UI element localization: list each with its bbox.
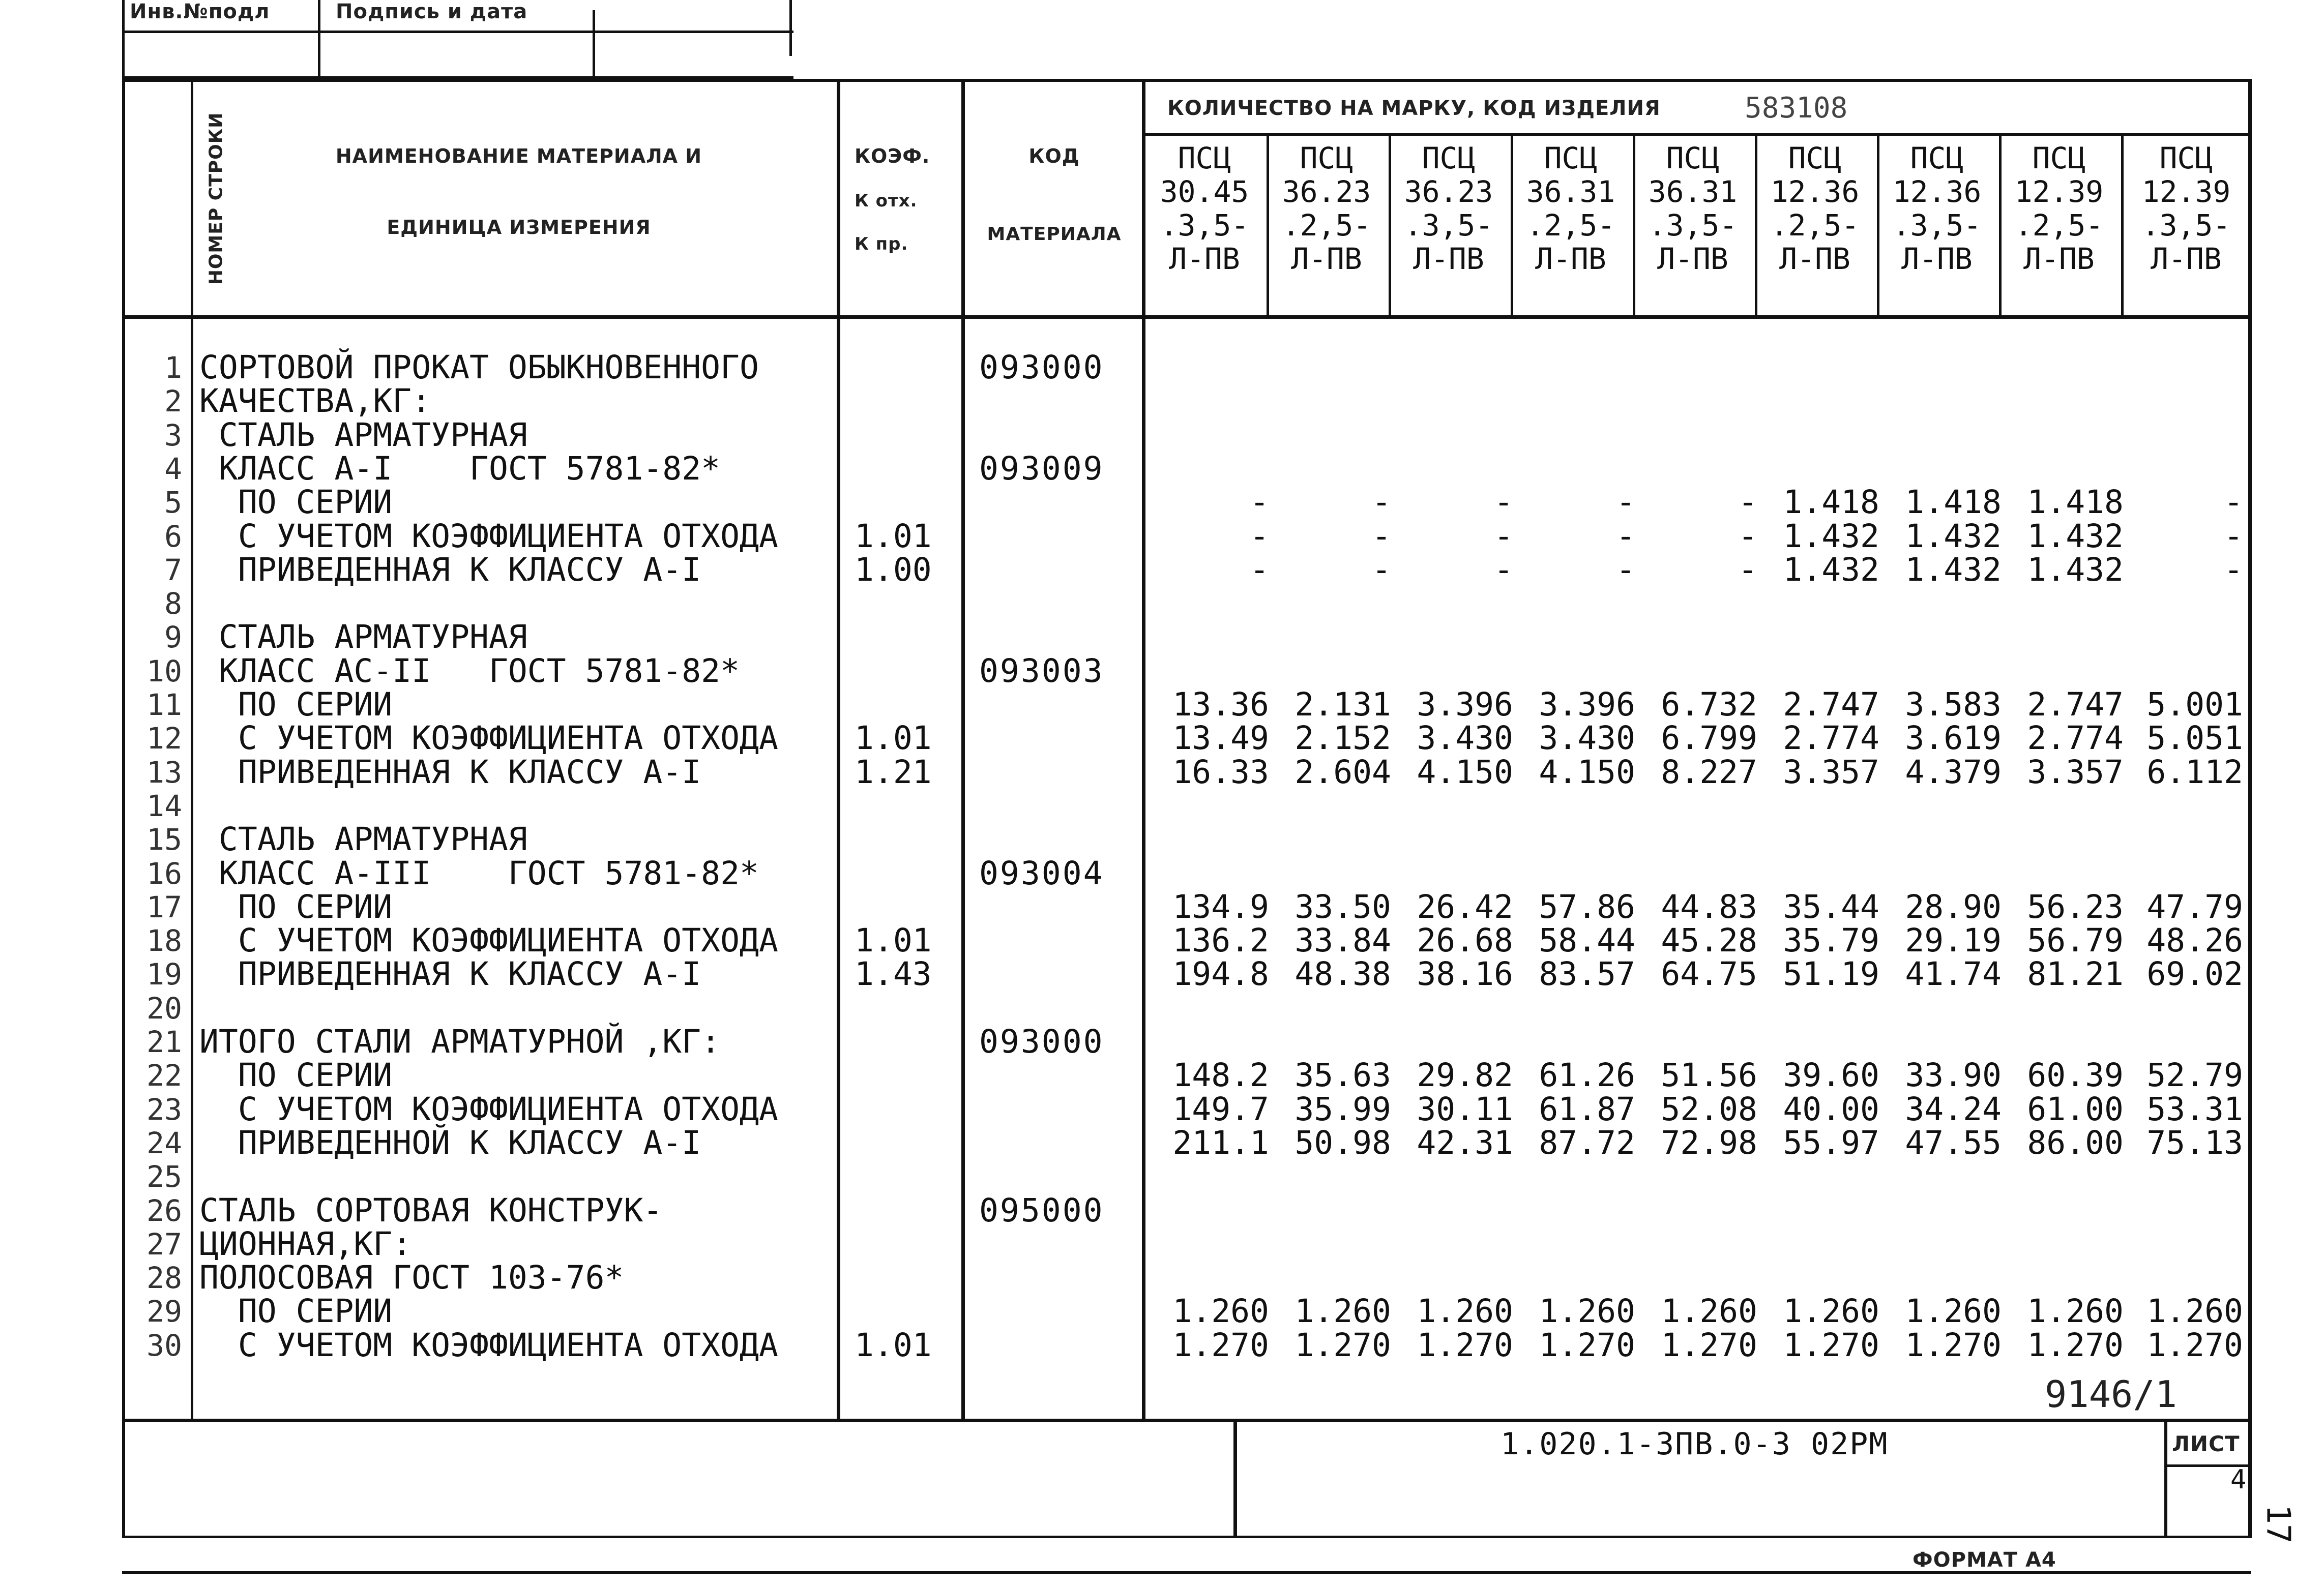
- row-description: ПО СЕРИИ: [199, 888, 393, 925]
- row-number: 9: [164, 620, 182, 654]
- column-header-line: Л-ПВ: [1901, 242, 1973, 276]
- row-description: ПРИВЕДЕННАЯ К КЛАССУ А-I: [199, 551, 701, 588]
- column-header-line: Л-ПВ: [1291, 242, 1362, 276]
- quantity-cell: 42.31: [1417, 1124, 1513, 1161]
- quantity-cell: 6.799: [1661, 720, 1757, 757]
- row-description: КЛАСС АС-II ГОСТ 5781-82*: [199, 652, 740, 690]
- sheet-number: 4: [2230, 1464, 2247, 1495]
- sheet-label: ЛИСТ: [2172, 1431, 2240, 1456]
- quantity-cell: 2.604: [1295, 754, 1391, 791]
- row-number: 8: [164, 586, 182, 621]
- row-coefficient: 1.21: [855, 754, 932, 791]
- row-coefficient: 1.01: [855, 1327, 932, 1364]
- row-description: ИТОГО СТАЛИ АРМАТУРНОЙ ,КГ:: [199, 1023, 721, 1060]
- quantity-cell: -: [1494, 551, 1513, 588]
- row-number: 20: [146, 991, 182, 1026]
- column-header-line: .2,5-: [1770, 208, 1860, 243]
- quantity-cell: 50.98: [1295, 1124, 1391, 1161]
- column-header-line: 36.31: [1648, 174, 1738, 209]
- row-description: С УЧЕТОМ КОЭФФИЦИЕНТА ОТХОДА: [199, 1327, 778, 1364]
- quantity-cell: 40.00: [1783, 1091, 1879, 1128]
- row-description: ПОЛОСОВАЯ ГОСТ 103-76*: [199, 1259, 624, 1296]
- qty-header-code: 583108: [1745, 92, 1848, 125]
- quantity-cell: 1.418: [1905, 484, 2002, 521]
- quantity-cell: -: [1494, 518, 1513, 555]
- column-header-line: .3,5-: [1404, 208, 1493, 243]
- row-material-code: 093009: [979, 450, 1104, 487]
- quantity-cell: 86.00: [2027, 1124, 2124, 1161]
- quantity-cell: 1.260: [1783, 1293, 1879, 1330]
- row-number: 26: [146, 1193, 182, 1228]
- row-description: ЦИОННАЯ,КГ:: [199, 1225, 412, 1263]
- quantity-cell: 148.2: [1172, 1057, 1269, 1094]
- quantity-cell: 1.270: [1295, 1327, 1391, 1364]
- row-number: 13: [146, 755, 182, 790]
- code-header-line2: МАТЕРИАЛА: [987, 224, 1122, 245]
- row-description: СТАЛЬ АРМАТУРНАЯ: [199, 416, 527, 454]
- quantity-cell: 3.396: [1417, 686, 1513, 723]
- column-header-line: ПСЦ: [1300, 141, 1354, 175]
- quantity-cell: 61.87: [1539, 1091, 1635, 1128]
- quantity-cell: 55.97: [1783, 1124, 1879, 1161]
- quantity-cell: 2.152: [1295, 720, 1391, 757]
- row-number: 27: [146, 1227, 182, 1262]
- quantity-cell: 13.36: [1172, 686, 1269, 723]
- row-coefficient: 1.01: [855, 922, 932, 959]
- row-description: КАЧЕСТВА,КГ:: [199, 382, 431, 420]
- row-number: 7: [164, 553, 182, 587]
- row-material-code: 093000: [979, 1023, 1104, 1060]
- quantity-cell: 83.57: [1539, 955, 1635, 993]
- quantity-cell: -: [1372, 551, 1391, 588]
- column-header-line: ПСЦ: [1178, 141, 1231, 175]
- row-coefficient: 1.43: [855, 955, 932, 993]
- quantity-cell: 2.747: [2027, 686, 2124, 723]
- quantity-cell: 6.112: [2146, 754, 2243, 791]
- quantity-cell: 33.50: [1295, 888, 1391, 925]
- quantity-cell: 44.83: [1661, 888, 1757, 925]
- column-header-line: Л-ПВ: [1657, 242, 1728, 276]
- quantity-cell: 81.21: [2027, 955, 2124, 993]
- row-number: 22: [146, 1058, 182, 1093]
- quantity-cell: -: [1738, 518, 1757, 555]
- quantity-cell: 52.08: [1661, 1091, 1757, 1128]
- document-code: 1.020.1-3ПВ.0-3 02РМ: [1501, 1426, 1889, 1462]
- row-number: 30: [146, 1328, 182, 1363]
- material-header-line2: ЕДИНИЦА ИЗМЕРЕНИЯ: [387, 216, 651, 238]
- quantity-cell: 134.9: [1172, 888, 1269, 925]
- quantity-cell: 57.86: [1539, 888, 1635, 925]
- quantity-cell: 1.260: [2027, 1293, 2124, 1330]
- quantity-cell: 6.732: [1661, 686, 1757, 723]
- quantity-cell: -: [1250, 551, 1269, 588]
- row-description: С УЧЕТОМ КОЭФФИЦИЕНТА ОТХОДА: [199, 1091, 778, 1128]
- column-header-line: Л-ПВ: [1169, 242, 1240, 276]
- row-number: 15: [146, 822, 182, 857]
- column-header-line: ПСЦ: [1422, 141, 1476, 175]
- quantity-cell: 4.379: [1905, 754, 2002, 791]
- row-number: 1: [164, 350, 182, 385]
- quantity-cell: 52.79: [2146, 1057, 2243, 1094]
- quantity-cell: 4.150: [1417, 754, 1513, 791]
- row-number: 17: [146, 890, 182, 924]
- quantity-cell: 1.432: [1783, 551, 1879, 588]
- row-number: 18: [146, 923, 182, 958]
- quantity-cell: 35.63: [1295, 1057, 1391, 1094]
- quantity-cell: 136.2: [1172, 922, 1269, 959]
- quantity-cell: 75.13: [2146, 1124, 2243, 1161]
- quantity-cell: 13.49: [1172, 720, 1269, 757]
- row-description: ПО СЕРИИ: [199, 686, 393, 723]
- row-number: 19: [146, 957, 182, 992]
- column-header-line: Л-ПВ: [1413, 242, 1484, 276]
- quantity-cell: 3.430: [1539, 720, 1635, 757]
- quantity-cell: 4.150: [1539, 754, 1635, 791]
- quantity-cell: 3.357: [2027, 754, 2124, 791]
- row-number: 21: [146, 1025, 182, 1059]
- row-number: 16: [146, 856, 182, 891]
- qty-header-title: КОЛИЧЕСТВО НА МАРКУ, КОД ИЗДЕЛИЯ: [1167, 97, 1661, 120]
- column-header-line: 12.39: [2014, 174, 2104, 209]
- quantity-cell: 1.260: [1905, 1293, 2002, 1330]
- column-header-line: .3,5-: [2141, 208, 2231, 243]
- column-header-line: 30.45: [1160, 174, 1249, 209]
- quantity-cell: 29.19: [1905, 922, 2002, 959]
- row-number: 12: [146, 721, 182, 756]
- coef-header-line1: КОЭФ.: [855, 145, 930, 167]
- column-header-line: Л-ПВ: [2023, 242, 2095, 276]
- row-number: 24: [146, 1126, 182, 1160]
- quantity-cell: 47.79: [2146, 888, 2243, 925]
- row-description: СТАЛЬ СОРТОВАЯ КОНСТРУК-: [199, 1192, 663, 1229]
- row-number: 28: [146, 1261, 182, 1295]
- quantity-cell: 1.270: [2146, 1327, 2243, 1364]
- column-header-line: .3,5-: [1160, 208, 1249, 243]
- quantity-cell: -: [1494, 484, 1513, 521]
- row-description: С УЧЕТОМ КОЭФФИЦИЕНТА ОТХОДА: [199, 720, 778, 757]
- row-number-header: НОМЕР СТРОКИ: [205, 112, 227, 285]
- row-number: 2: [164, 384, 182, 418]
- quantity-cell: 1.270: [1905, 1327, 2002, 1364]
- quantity-cell: 29.82: [1417, 1057, 1513, 1094]
- quantity-cell: -: [1616, 518, 1635, 555]
- quantity-cell: 58.44: [1539, 922, 1635, 959]
- quantity-cell: 211.1: [1172, 1124, 1269, 1161]
- quantity-cell: 2.774: [1783, 720, 1879, 757]
- row-number: 5: [164, 485, 182, 520]
- quantity-cell: 72.98: [1661, 1124, 1757, 1161]
- quantity-cell: 26.68: [1417, 922, 1513, 959]
- column-header-line: ПСЦ: [1544, 141, 1598, 175]
- quantity-cell: 3.430: [1417, 720, 1513, 757]
- quantity-cell: 194.8: [1172, 955, 1269, 993]
- column-header-line: 12.36: [1770, 174, 1860, 209]
- quantity-cell: 1.270: [1783, 1327, 1879, 1364]
- quantity-cell: 61.26: [1539, 1057, 1635, 1094]
- column-header-line: ПСЦ: [1910, 141, 1964, 175]
- quantity-cell: 1.270: [1172, 1327, 1269, 1364]
- format-label: ФОРМАТ А4: [1913, 1548, 2056, 1572]
- column-header-line: ПСЦ: [2032, 141, 2086, 175]
- quantity-cell: -: [1616, 551, 1635, 588]
- row-coefficient: 1.00: [855, 551, 932, 588]
- quantity-cell: 3.357: [1783, 754, 1879, 791]
- column-header-line: ПСЦ: [1788, 141, 1842, 175]
- quantity-cell: 30.11: [1417, 1091, 1513, 1128]
- column-header-line: .3,5-: [1892, 208, 1982, 243]
- quantity-cell: 5.001: [2146, 686, 2243, 723]
- column-header-line: Л-ПВ: [1779, 242, 1850, 276]
- row-description: ПО СЕРИИ: [199, 1057, 393, 1094]
- quantity-cell: 1.270: [2027, 1327, 2124, 1364]
- quantity-cell: 56.79: [2027, 922, 2124, 959]
- column-header-line: .2,5-: [1282, 208, 1371, 243]
- quantity-cell: 3.583: [1905, 686, 2002, 723]
- row-number: 6: [164, 519, 182, 554]
- quantity-cell: 87.72: [1539, 1124, 1635, 1161]
- quantity-cell: 28.90: [1905, 888, 2002, 925]
- quantity-cell: 8.227: [1661, 754, 1757, 791]
- quantity-cell: 1.432: [1783, 518, 1879, 555]
- row-description: ПО СЕРИИ: [199, 484, 393, 521]
- quantity-cell: 1.270: [1417, 1327, 1513, 1364]
- coef-header-line2: К отх.: [855, 191, 918, 211]
- code-header-line1: КОД: [1028, 145, 1080, 167]
- quantity-cell: -: [2224, 518, 2243, 555]
- column-header-line: .2,5-: [2014, 208, 2104, 243]
- quantity-cell: -: [2224, 551, 2243, 588]
- row-number: 29: [146, 1294, 182, 1329]
- quantity-cell: -: [1738, 551, 1757, 588]
- column-header-line: 36.31: [1526, 174, 1615, 209]
- quantity-cell: 1.418: [1783, 484, 1879, 521]
- quantity-cell: 35.79: [1783, 922, 1879, 959]
- quantity-cell: 2.747: [1783, 686, 1879, 723]
- quantity-cell: 149.7: [1172, 1091, 1269, 1128]
- quantity-cell: -: [1372, 518, 1391, 555]
- quantity-cell: 64.75: [1661, 955, 1757, 993]
- column-header-line: 12.36: [1892, 174, 1982, 209]
- row-description: ПРИВЕДЕННОЙ К КЛАССУ А-I: [199, 1124, 701, 1161]
- quantity-cell: -: [2224, 484, 2243, 521]
- coef-header-line3: К пр.: [855, 234, 908, 254]
- quantity-cell: 1.432: [2027, 551, 2124, 588]
- row-coefficient: 1.01: [855, 720, 932, 757]
- quantity-cell: 53.31: [2146, 1091, 2243, 1128]
- quantity-cell: 1.260: [1417, 1293, 1513, 1330]
- row-number: 10: [146, 654, 182, 688]
- quantity-cell: 38.16: [1417, 955, 1513, 993]
- quantity-cell: 48.38: [1295, 955, 1391, 993]
- material-header-line1: НАИМЕНОВАНИЕ МАТЕРИАЛА И: [335, 145, 702, 167]
- quantity-cell: 69.02: [2146, 955, 2243, 993]
- quantity-cell: 1.260: [1539, 1293, 1635, 1330]
- quantity-cell: -: [1738, 484, 1757, 521]
- quantity-cell: 2.774: [2027, 720, 2124, 757]
- column-header-line: 36.23: [1282, 174, 1371, 209]
- quantity-cell: 61.00: [2027, 1091, 2124, 1128]
- quantity-cell: -: [1616, 484, 1635, 521]
- quantity-cell: 45.28: [1661, 922, 1757, 959]
- quantity-cell: 5.051: [2146, 720, 2243, 757]
- quantity-cell: 39.60: [1783, 1057, 1879, 1094]
- quantity-cell: 1.260: [1172, 1293, 1269, 1330]
- side-number: 17: [2259, 1504, 2297, 1544]
- row-number: 4: [164, 452, 182, 486]
- row-description: С УЧЕТОМ КОЭФФИЦИЕНТА ОТХОДА: [199, 518, 778, 555]
- quantity-cell: 1.432: [1905, 551, 2002, 588]
- quantity-cell: 33.84: [1295, 922, 1391, 959]
- quantity-cell: 16.33: [1172, 754, 1269, 791]
- column-header-line: ПСЦ: [2159, 141, 2213, 175]
- quantity-cell: 1.270: [1539, 1327, 1635, 1364]
- column-header-line: ПСЦ: [1666, 141, 1720, 175]
- row-material-code: 093004: [979, 855, 1104, 892]
- signature-label: Подпись и дата: [336, 0, 528, 23]
- quantity-cell: 51.19: [1783, 955, 1879, 993]
- row-coefficient: 1.01: [855, 518, 932, 555]
- quantity-cell: -: [1250, 518, 1269, 555]
- row-material-code: 093000: [979, 349, 1104, 386]
- quantity-cell: 51.56: [1661, 1057, 1757, 1094]
- quantity-cell: 1.418: [2027, 484, 2124, 521]
- row-description: СОРТОВОЙ ПРОКАТ ОБЫКНОВЕННОГО: [199, 349, 759, 386]
- row-description: СТАЛЬ АРМАТУРНАЯ: [199, 618, 527, 655]
- row-description: С УЧЕТОМ КОЭФФИЦИЕНТА ОТХОДА: [199, 922, 778, 959]
- quantity-cell: 56.23: [2027, 888, 2124, 925]
- row-description: ПРИВЕДЕННАЯ К КЛАССУ А-I: [199, 754, 701, 791]
- inv-label: Инв.№подл: [130, 0, 270, 23]
- quantity-cell: 26.42: [1417, 888, 1513, 925]
- row-number: 23: [146, 1092, 182, 1127]
- row-number: 3: [164, 418, 182, 453]
- quantity-cell: 1.432: [2027, 518, 2124, 555]
- row-material-code: 095000: [979, 1192, 1104, 1229]
- column-header-line: 12.39: [2141, 174, 2231, 209]
- quantity-cell: 33.90: [1905, 1057, 2002, 1094]
- quantity-cell: 2.131: [1295, 686, 1391, 723]
- quantity-cell: 35.99: [1295, 1091, 1391, 1128]
- quantity-cell: 1.260: [1295, 1293, 1391, 1330]
- row-description: СТАЛЬ АРМАТУРНАЯ: [199, 821, 527, 858]
- quantity-cell: 60.39: [2027, 1057, 2124, 1094]
- row-description: ПРИВЕДЕННАЯ К КЛАССУ А-I: [199, 955, 701, 993]
- quantity-cell: 1.260: [1661, 1293, 1757, 1330]
- quantity-cell: 3.619: [1905, 720, 2002, 757]
- row-number: 25: [146, 1159, 182, 1194]
- quantity-cell: 47.55: [1905, 1124, 2002, 1161]
- row-description: КЛАСС А-III ГОСТ 5781-82*: [199, 855, 759, 892]
- quantity-cell: 34.24: [1905, 1091, 2002, 1128]
- column-header-line: 36.23: [1404, 174, 1493, 209]
- quantity-cell: 3.396: [1539, 686, 1635, 723]
- row-material-code: 093003: [979, 652, 1104, 690]
- quantity-cell: 35.44: [1783, 888, 1879, 925]
- column-header-line: .3,5-: [1648, 208, 1738, 243]
- row-number: 11: [146, 687, 182, 722]
- column-header-line: Л-ПВ: [2151, 242, 2222, 276]
- row-number: 14: [146, 789, 182, 823]
- row-description: КЛАСС А-I ГОСТ 5781-82*: [199, 450, 721, 487]
- quantity-cell: 1.432: [1905, 518, 2002, 555]
- quantity-cell: -: [1250, 484, 1269, 521]
- column-header-line: Л-ПВ: [1535, 242, 1606, 276]
- stamp-number: 9146/1: [2045, 1373, 2178, 1416]
- quantity-cell: 1.270: [1661, 1327, 1757, 1364]
- row-description: ПО СЕРИИ: [199, 1293, 393, 1330]
- quantity-cell: 48.26: [2146, 922, 2243, 959]
- quantity-cell: 1.260: [2146, 1293, 2243, 1330]
- quantity-cell: -: [1372, 484, 1391, 521]
- quantity-cell: 41.74: [1905, 955, 2002, 993]
- column-header-line: .2,5-: [1526, 208, 1615, 243]
